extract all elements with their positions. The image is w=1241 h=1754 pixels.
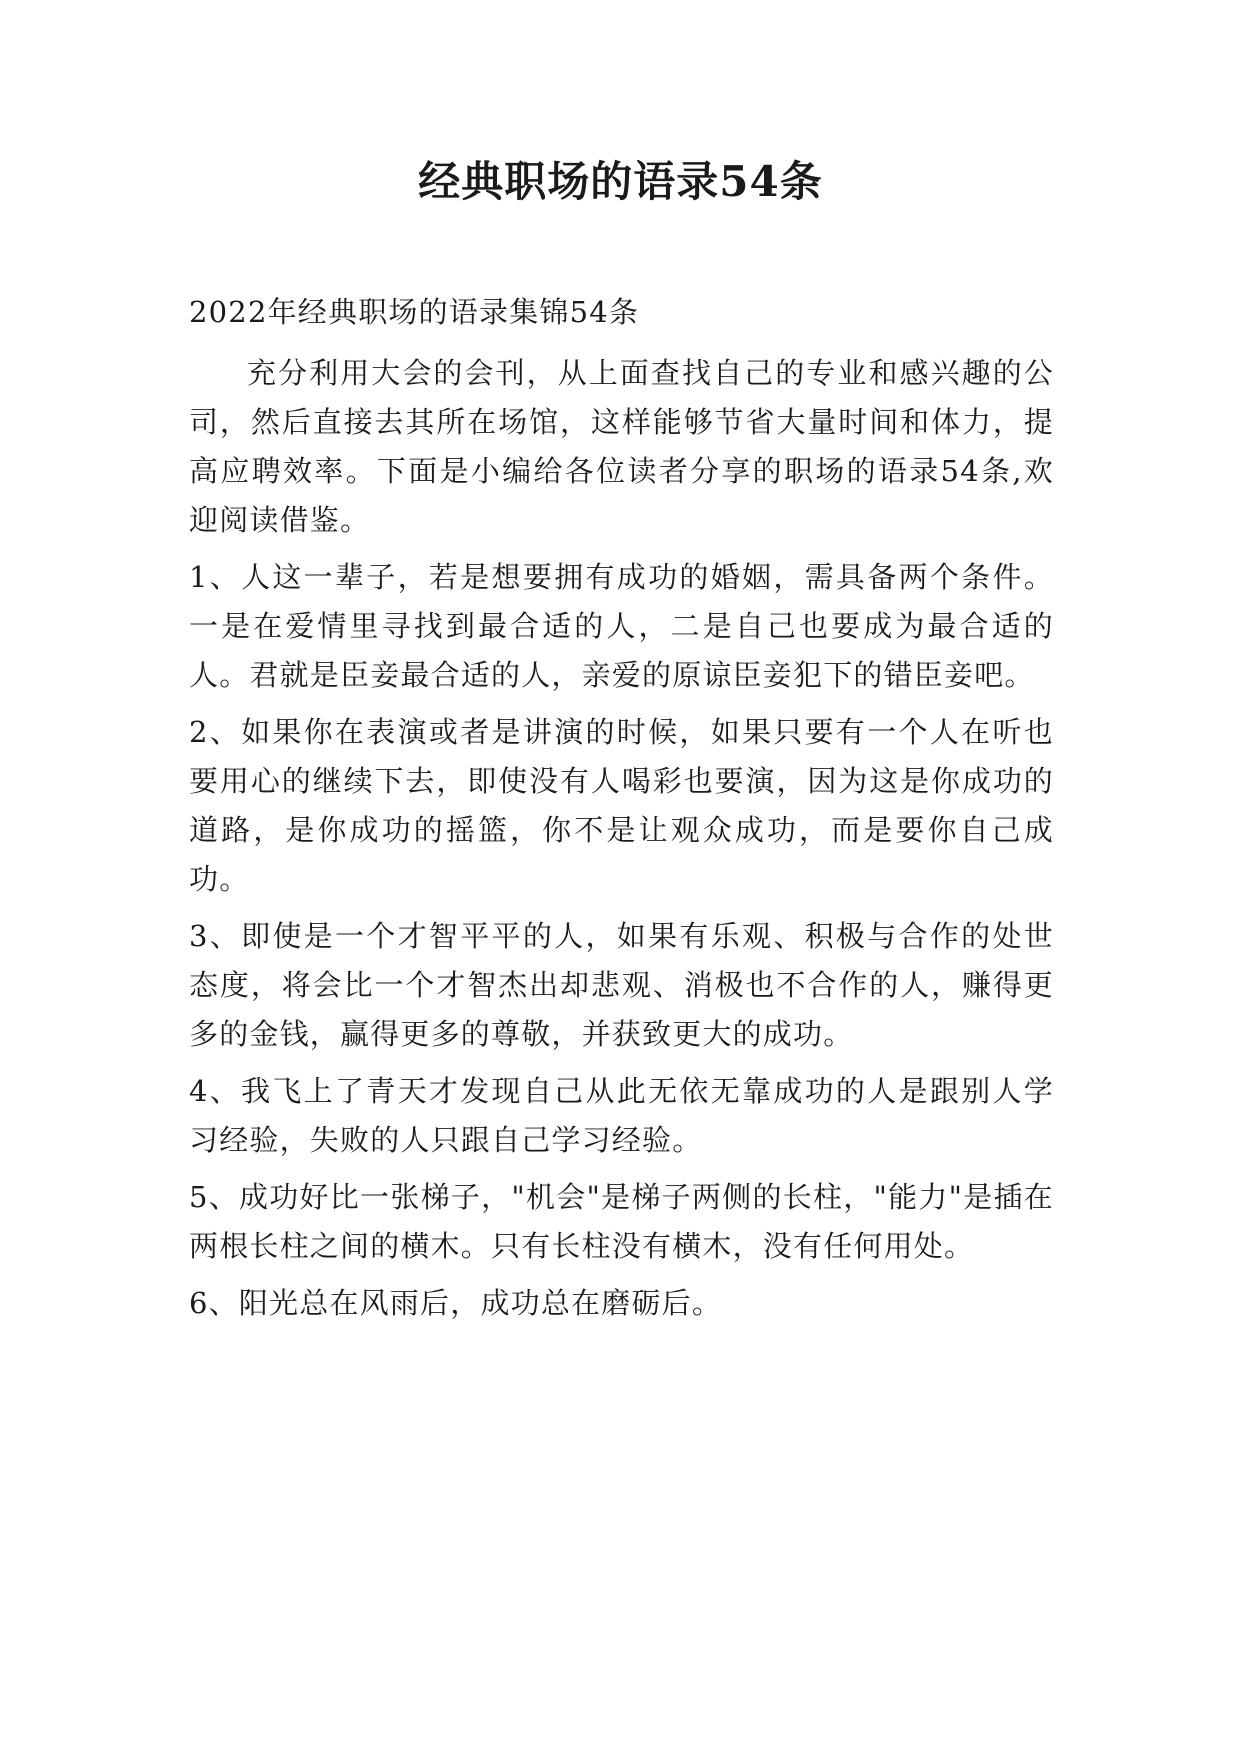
quote-item-4: 4、我飞上了青天才发现自己从此无依无靠成功的人是跟别人学习经验，失败的人只跟自己学习经验。 (189, 1074, 1054, 1157)
intro-paragraph: 充分利用大会的会刊，从上面查找自己的专业和感兴趣的公司，然后直接去其所在场馆，这样能够节省大量时间和体力，提高应聘效率。下面是小编给各位读者分享的职场的语录54条,欢迎阅读借鉴。 (189, 356, 1054, 537)
document-title: 经典职场的语录54条 (418, 157, 823, 206)
quote-item-6: 6、阳光总在风雨后，成功总在磨砺后。 (189, 1286, 723, 1320)
document-body (189, 288, 1054, 1336)
document-subtitle: 2022年经典职场的语录集锦54条 (189, 295, 640, 329)
quote-item-2: 2、如果你在表演或者是讲演的时候，如果只要有一个人在听也要用心的继续下去，即使没有人喝彩也要演，因为这是你成功的道路，是你成功的摇篮，你不是让观众成功，而是要你自己成功。 (189, 715, 1054, 896)
quote-item-1: 1、人这一辈子，若是想要拥有成功的婚姻，需具备两个条件。一是在爱情里寻找到最合适的人，二是自己也要成为最合适的人。君就是臣妾最合适的人，亲爱的原谅臣妾犯下的错臣妾吧。 (189, 560, 1054, 692)
quote-item-5: 5、成功好比一张梯子，"机会"是梯子两侧的长柱，"能力"是插在两根长柱之间的横木。只有长柱没有横木，没有任何用处。 (189, 1180, 1054, 1263)
quote-item-3: 3、即使是一个才智平平的人，如果有乐观、积极与合作的处世态度，将会比一个才智杰出却悲观、消极也不合作的人，赚得更多的金钱，赢得更多的尊敬，并获致更大的成功。 (189, 919, 1054, 1051)
